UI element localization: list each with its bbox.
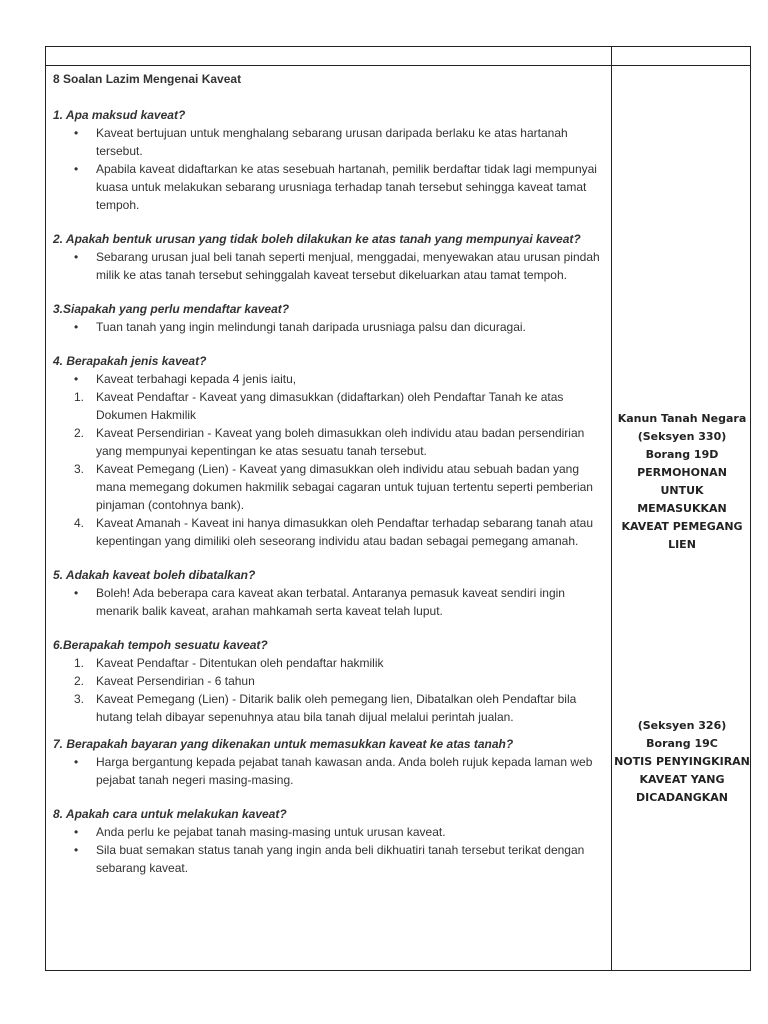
list-item: • Sila buat semakan status tanah yang ingin anda beli dikhuatiri tanah tersebut terikat dengan sebarang kaveat. bbox=[53, 841, 605, 877]
list-item: • Kaveat terbahagi kepada 4 jenis iaitu, bbox=[53, 370, 605, 388]
question-2: 2. Apakah bentuk urusan yang tidak boleh dilakukan ke atas tanah yang mempunyai kaveat? bbox=[53, 232, 581, 246]
list-item: • Boleh! Ada beberapa cara kaveat akan terbatal. Antaranya pemasuk kaveat sendiri ingin menarik balik kaveat, arahan mahkamah serta kaveat telah luput. bbox=[53, 584, 605, 620]
list-item: • Harga bergantung kepada pejabat tanah kawasan anda. Anda boleh rujuk kepada laman web pejabat tanah negeri masing-masing. bbox=[53, 753, 605, 789]
list-item bbox=[53, 690, 605, 726]
side-note-line: PERMOHONAN bbox=[637, 466, 727, 479]
list-item bbox=[53, 514, 605, 550]
list-number: 2. bbox=[74, 426, 85, 440]
list-item-text: Kaveat Pemegang (Lien) - Kaveat yang dimasukkan oleh individu atau sebuah badan yang mana memegang dokumen hakmilik sebagai cagaran untuk tujuan tertentu seperti pemberian pinjaman (contohnya bank). bbox=[96, 462, 593, 512]
answer-7-list bbox=[53, 753, 605, 789]
table-header-row bbox=[46, 47, 750, 66]
list-item bbox=[53, 460, 605, 514]
list-item-text: Kaveat Persendirian - Kaveat yang boleh dimasukkan oleh individu atau badan persendirian yang mempunyai kepentingan ke atas sesuatu tanah tersebut. bbox=[96, 426, 585, 458]
side-note-line: DICADANGKAN bbox=[636, 791, 728, 804]
side-note-line: KAVEAT YANG bbox=[639, 773, 725, 786]
answer-1-list bbox=[53, 124, 605, 214]
side-note-borang-19d bbox=[612, 410, 752, 554]
answer-8-list bbox=[53, 823, 605, 877]
list-item: • Anda perlu ke pejabat tanah masing-masing untuk urusan kaveat. bbox=[53, 823, 605, 841]
side-note-line: (Seksyen 326) bbox=[637, 719, 727, 732]
side-note-borang-19c bbox=[612, 717, 752, 807]
list-item: • Apabila kaveat didaftarkan ke atas sesebuah hartanah, pemilik berdaftar tidak lagi mempunyai kuasa untuk melakukan sebarang urusniaga terhadap tanah tersebut sehingga kaveat tamat tempoh. bbox=[53, 160, 605, 214]
list-number: 3. bbox=[74, 692, 85, 706]
list-number: 3. bbox=[74, 462, 85, 476]
answer-4-numbered bbox=[53, 388, 605, 550]
list-item: • Kaveat bertujuan untuk menghalang sebarang urusan daripada berlaku ke atas hartanah tersebut. bbox=[53, 124, 605, 160]
answer-4-bullets bbox=[53, 370, 605, 388]
answer-5-list bbox=[53, 584, 605, 620]
side-note-line: MEMASUKKAN bbox=[637, 502, 727, 515]
side-note-line: LIEN bbox=[668, 538, 696, 551]
answer-2-list bbox=[53, 248, 605, 284]
list-number: 1. bbox=[74, 390, 85, 404]
list-item bbox=[53, 672, 605, 690]
question-6: 6.Berapakah tempoh sesuatu kaveat? bbox=[53, 638, 268, 652]
side-note-line: Borang 19D bbox=[645, 448, 719, 461]
list-number: 4. bbox=[74, 516, 85, 530]
question-5: 5. Adakah kaveat boleh dibatalkan? bbox=[53, 568, 256, 582]
list-item bbox=[53, 654, 605, 672]
side-note-line: Kanun Tanah Negara bbox=[617, 412, 747, 425]
list-item bbox=[53, 388, 605, 424]
list-number: 1. bbox=[74, 656, 85, 670]
question-7: 7. Berapakah bayaran yang dikenakan untuk memasukkan kaveat ke atas tanah? bbox=[53, 737, 514, 751]
list-item bbox=[53, 424, 605, 460]
list-item: • Tuan tanah yang ingin melindungi tanah daripada urusniaga palsu dan dicuragai. bbox=[53, 318, 605, 336]
side-note-line: NOTIS PENYINGKIRAN bbox=[614, 755, 750, 768]
faq-table bbox=[45, 46, 751, 971]
list-item-text: Kaveat Pendaftar - Ditentukan oleh pendaftar hakmilik bbox=[96, 656, 384, 670]
answer-3-list bbox=[53, 318, 605, 336]
side-note-line: (Seksyen 330) bbox=[637, 430, 727, 443]
list-item-text: Kaveat Pemegang (Lien) - Ditarik balik oleh pemegang lien, Dibatalkan oleh Pendaftar bila hutang telah dibayar sepenuhnya atau bila tanah dijual melalui perintah jualan. bbox=[96, 692, 577, 724]
side-note-line: UNTUK bbox=[660, 484, 704, 497]
list-item-text: Kaveat Amanah - Kaveat ini hanya dimasukkan oleh Pendaftar terhadap sebarang tanah atau kepentingan yang dimiliki oleh seseorang individu atau badan sebagai pemegang amanah. bbox=[96, 516, 594, 548]
list-item: • Sebarang urusan jual beli tanah seperti menjual, menggadai, menyewakan atau urusan pindah milik ke atas tanah tersebut sehinggalah kaveat tersebut dikeluarkan atau tamat tempoh. bbox=[53, 248, 605, 284]
document-title: 8 Soalan Lazim Mengenai Kaveat bbox=[53, 72, 242, 86]
list-item-text: Kaveat Pendaftar - Kaveat yang dimasukkan (didaftarkan) oleh Pendaftar Tanah ke atas Dokumen Hakmilik bbox=[96, 390, 564, 422]
question-8: 8. Apakah cara untuk melakukan kaveat? bbox=[53, 807, 287, 821]
answer-6-numbered bbox=[53, 654, 605, 726]
list-item-text: Kaveat Persendirian - 6 tahun bbox=[96, 674, 255, 688]
question-4: 4. Berapakah jenis kaveat? bbox=[53, 354, 207, 368]
question-1: 1. Apa maksud kaveat? bbox=[53, 108, 186, 122]
side-note-line: KAVEAT PEMEGANG bbox=[621, 520, 743, 533]
question-3: 3.Siapakah yang perlu mendaftar kaveat? bbox=[53, 302, 290, 316]
side-note-line: Borang 19C bbox=[646, 737, 718, 750]
list-number: 2. bbox=[74, 674, 85, 688]
faq-content bbox=[53, 70, 605, 877]
